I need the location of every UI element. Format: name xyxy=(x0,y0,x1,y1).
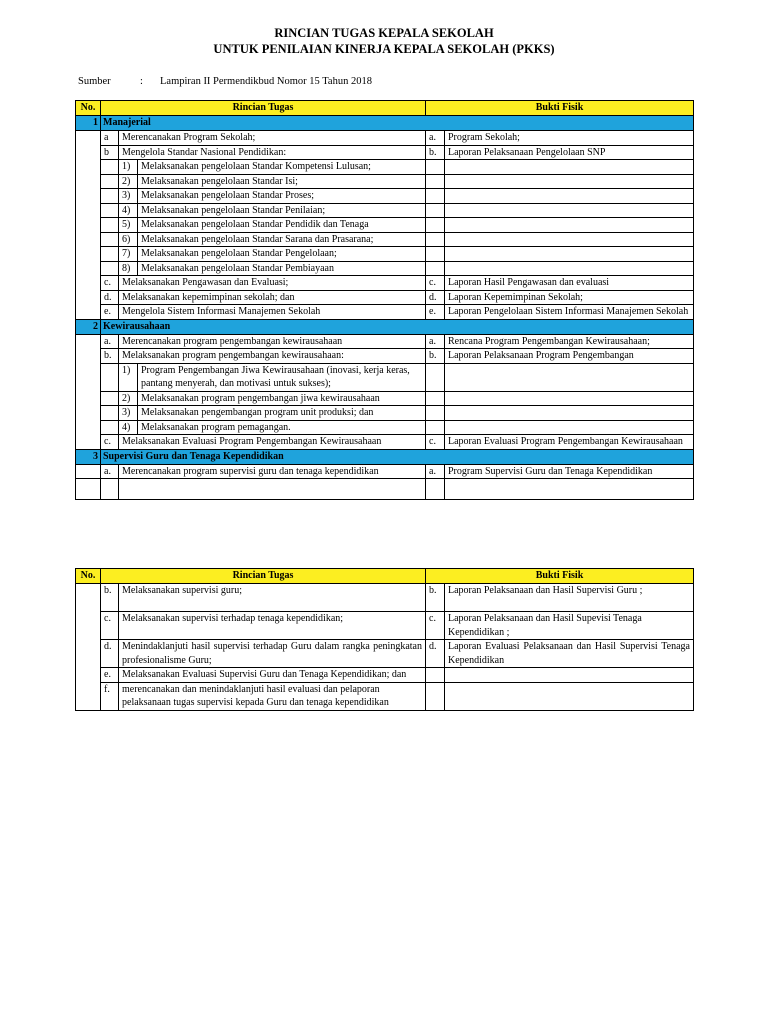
sub-row xyxy=(76,406,694,421)
table-header xyxy=(76,101,694,116)
sub-row xyxy=(76,174,694,189)
source-value: Lampiran II Permendikbud Nomor 15 Tahun 2018 xyxy=(160,76,372,87)
sub-number: 2) xyxy=(119,391,138,406)
sub-row xyxy=(76,203,694,218)
row-bukti-letter xyxy=(426,668,445,683)
source-label: Sumber xyxy=(78,76,111,87)
section-number: 1 xyxy=(76,116,101,131)
row-task: Melaksanakan Evaluasi Supervisi Guru dan Tenaga Kependidikan; dan xyxy=(119,668,426,683)
table-row xyxy=(76,668,694,683)
sub-number: 7) xyxy=(119,247,138,262)
table-row xyxy=(76,682,694,710)
row-bukti: Laporan Hasil Pengawasan dan evaluasi xyxy=(445,276,694,291)
sub-number: 1) xyxy=(119,160,138,175)
section-number: 2 xyxy=(76,319,101,334)
row-bukti-letter: b. xyxy=(426,145,445,160)
row-letter: b xyxy=(101,145,119,160)
section-title: Kewirausahaan xyxy=(101,319,694,334)
sub-row xyxy=(76,261,694,276)
row-letter: d. xyxy=(101,640,119,668)
table-row xyxy=(76,131,694,146)
row-task: Melaksanakan supervisi terhadap tenaga kependidikan; xyxy=(119,612,426,640)
header-bukti: Bukti Fisik xyxy=(426,569,694,584)
sub-number: 4) xyxy=(119,420,138,435)
task-table-2 xyxy=(75,568,694,711)
row-bukti: Rencana Program Pengembangan Kewirausahaan; xyxy=(445,334,694,349)
sub-text: Melaksanakan pengelolaan Standar Pengelolaan; xyxy=(138,247,426,262)
row-bukti-letter: b. xyxy=(426,349,445,364)
sub-text: Program Pengembangan Jiwa Kewirausahaan (inovasi, kerja keras, pantang menyerah, dan motivasi untuk sukses); xyxy=(138,363,426,391)
row-bukti: Laporan Kepemimpinan Sekolah; xyxy=(445,290,694,305)
row-bukti-letter: c. xyxy=(426,435,445,450)
sub-row xyxy=(76,189,694,204)
row-task: Merencanakan program pengembangan kewirausahaan xyxy=(119,334,426,349)
header-rincian: Rincian Tugas xyxy=(101,569,426,584)
row-bukti: Program Supervisi Guru dan Tenaga Kependidikan xyxy=(445,464,694,479)
row-letter: a xyxy=(101,131,119,146)
sub-text: Melaksanakan pengembangan program unit produksi; dan xyxy=(138,406,426,421)
row-task: Mengelola Standar Nasional Pendidikan: xyxy=(119,145,426,160)
sub-text: Melaksanakan pengelolaan Standar Pendidik dan Tenaga xyxy=(138,218,426,233)
sub-row xyxy=(76,391,694,406)
row-bukti: Laporan Pengelolaan Sistem Informasi Manajemen Sekolah xyxy=(445,305,694,320)
table-row xyxy=(76,334,694,349)
row-bukti-letter: d. xyxy=(426,290,445,305)
row-task: Merencanakan Program Sekolah; xyxy=(119,131,426,146)
row-task: Melaksanakan kepemimpinan sekolah; dan xyxy=(119,290,426,305)
table-row xyxy=(76,305,694,320)
row-bukti-letter: a. xyxy=(426,131,445,146)
sub-number: 5) xyxy=(119,218,138,233)
row-bukti: Laporan Pelaksanaan dan Hasil Supevisi Tenaga Kependidikan ; xyxy=(445,612,694,640)
header-no: No. xyxy=(76,569,101,584)
table-row-empty xyxy=(76,479,694,500)
row-bukti-letter: a. xyxy=(426,334,445,349)
table-row xyxy=(76,464,694,479)
row-task: Merencanakan program supervisi guru dan tenaga kependidikan xyxy=(119,464,426,479)
row-bukti-letter: d. xyxy=(426,640,445,668)
sub-number: 4) xyxy=(119,203,138,218)
row-bukti-letter xyxy=(426,682,445,710)
sub-number: 2) xyxy=(119,174,138,189)
table-row xyxy=(76,276,694,291)
sub-text: Melaksanakan pengelolaan Standar Kompetensi Lulusan; xyxy=(138,160,426,175)
sub-row xyxy=(76,363,694,391)
row-bukti xyxy=(445,682,694,710)
row-bukti-letter: a. xyxy=(426,464,445,479)
row-bukti: Program Sekolah; xyxy=(445,131,694,146)
header-no: No. xyxy=(76,101,101,116)
table-header xyxy=(76,569,694,584)
row-letter: b. xyxy=(101,584,119,612)
row-task: Melaksanakan program pengembangan kewirausahaan: xyxy=(119,349,426,364)
section-number: 3 xyxy=(76,449,101,464)
sub-number: 6) xyxy=(119,232,138,247)
table-row xyxy=(76,349,694,364)
row-bukti xyxy=(445,668,694,683)
sub-number: 8) xyxy=(119,261,138,276)
header-rincian: Rincian Tugas xyxy=(101,101,426,116)
table-row xyxy=(76,145,694,160)
sub-row xyxy=(76,160,694,175)
row-task: Menindaklanjuti hasil supervisi terhadap Guru dalam rangka peningkatan profesionalisme Guru; xyxy=(119,640,426,668)
row-letter: f. xyxy=(101,682,119,710)
row-bukti: Laporan Evaluasi Pelaksanaan dan Hasil Supervisi Tenaga Kependidikan xyxy=(445,640,694,668)
source-row xyxy=(78,76,372,87)
sub-text: Melaksanakan program pengembangan jiwa kewirausahaan xyxy=(138,391,426,406)
row-letter: c. xyxy=(101,435,119,450)
row-task: Melaksanakan Evaluasi Program Pengembangan Kewirausahaan xyxy=(119,435,426,450)
page-subtitle: UNTUK PENILAIAN KINERJA KEPALA SEKOLAH (PKKS) xyxy=(213,42,555,56)
row-bukti-letter: e. xyxy=(426,305,445,320)
row-letter: e. xyxy=(101,668,119,683)
table-row xyxy=(76,584,694,612)
table-row xyxy=(76,435,694,450)
row-task: Melaksanakan supervisi guru; xyxy=(119,584,426,612)
sub-text: Melaksanakan pengelolaan Standar Penilaian; xyxy=(138,203,426,218)
table-row xyxy=(76,290,694,305)
row-bukti-letter: c. xyxy=(426,612,445,640)
sub-number: 3) xyxy=(119,406,138,421)
task-table-1 xyxy=(75,100,694,500)
row-bukti-letter: b. xyxy=(426,584,445,612)
row-letter: d. xyxy=(101,290,119,305)
row-bukti: Laporan Pelaksanaan dan Hasil Supervisi Guru ; xyxy=(445,584,694,612)
section-row xyxy=(76,116,694,131)
section-row xyxy=(76,319,694,334)
header-bukti: Bukti Fisik xyxy=(426,101,694,116)
sub-number: 1) xyxy=(119,363,138,391)
row-letter: e. xyxy=(101,305,119,320)
sub-row xyxy=(76,218,694,233)
section-title: Manajerial xyxy=(101,116,694,131)
row-bukti-letter: c. xyxy=(426,276,445,291)
sub-row xyxy=(76,232,694,247)
row-letter: b. xyxy=(101,349,119,364)
table-row xyxy=(76,640,694,668)
sub-row xyxy=(76,420,694,435)
section-title: Supervisi Guru dan Tenaga Kependidikan xyxy=(101,449,694,464)
section-row xyxy=(76,449,694,464)
sub-text: Melaksanakan pengelolaan Standar Proses; xyxy=(138,189,426,204)
sub-text: Melaksanakan pengelolaan Standar Isi; xyxy=(138,174,426,189)
sub-row xyxy=(76,247,694,262)
source-colon: : xyxy=(140,76,143,87)
sub-text: Melaksanakan program pemagangan. xyxy=(138,420,426,435)
row-bukti: Laporan Evaluasi Program Pengembangan Kewirausahaan xyxy=(445,435,694,450)
sub-text: Melaksanakan pengelolaan Standar Pembiayaan xyxy=(138,261,426,276)
row-task: Mengelola Sistem Informasi Manajemen Sekolah xyxy=(119,305,426,320)
row-letter: a. xyxy=(101,334,119,349)
row-task: merencanakan dan menindaklanjuti hasil evaluasi dan pelaporan pelaksanaan tugas supervisi kepada Guru dan tenaga kependidikan xyxy=(119,682,426,710)
row-bukti: Laporan Pelaksanaan Pengelolaan SNP xyxy=(445,145,694,160)
row-bukti: Laporan Pelaksanaan Program Pengembangan xyxy=(445,349,694,364)
row-task: Melaksanakan Pengawasan dan Evaluasi; xyxy=(119,276,426,291)
table-row xyxy=(76,612,694,640)
sub-text: Melaksanakan pengelolaan Standar Sarana dan Prasarana; xyxy=(138,232,426,247)
row-letter: c. xyxy=(101,276,119,291)
page-title: RINCIAN TUGAS KEPALA SEKOLAH xyxy=(274,26,494,40)
row-letter: a. xyxy=(101,464,119,479)
row-letter: c. xyxy=(101,612,119,640)
sub-number: 3) xyxy=(119,189,138,204)
